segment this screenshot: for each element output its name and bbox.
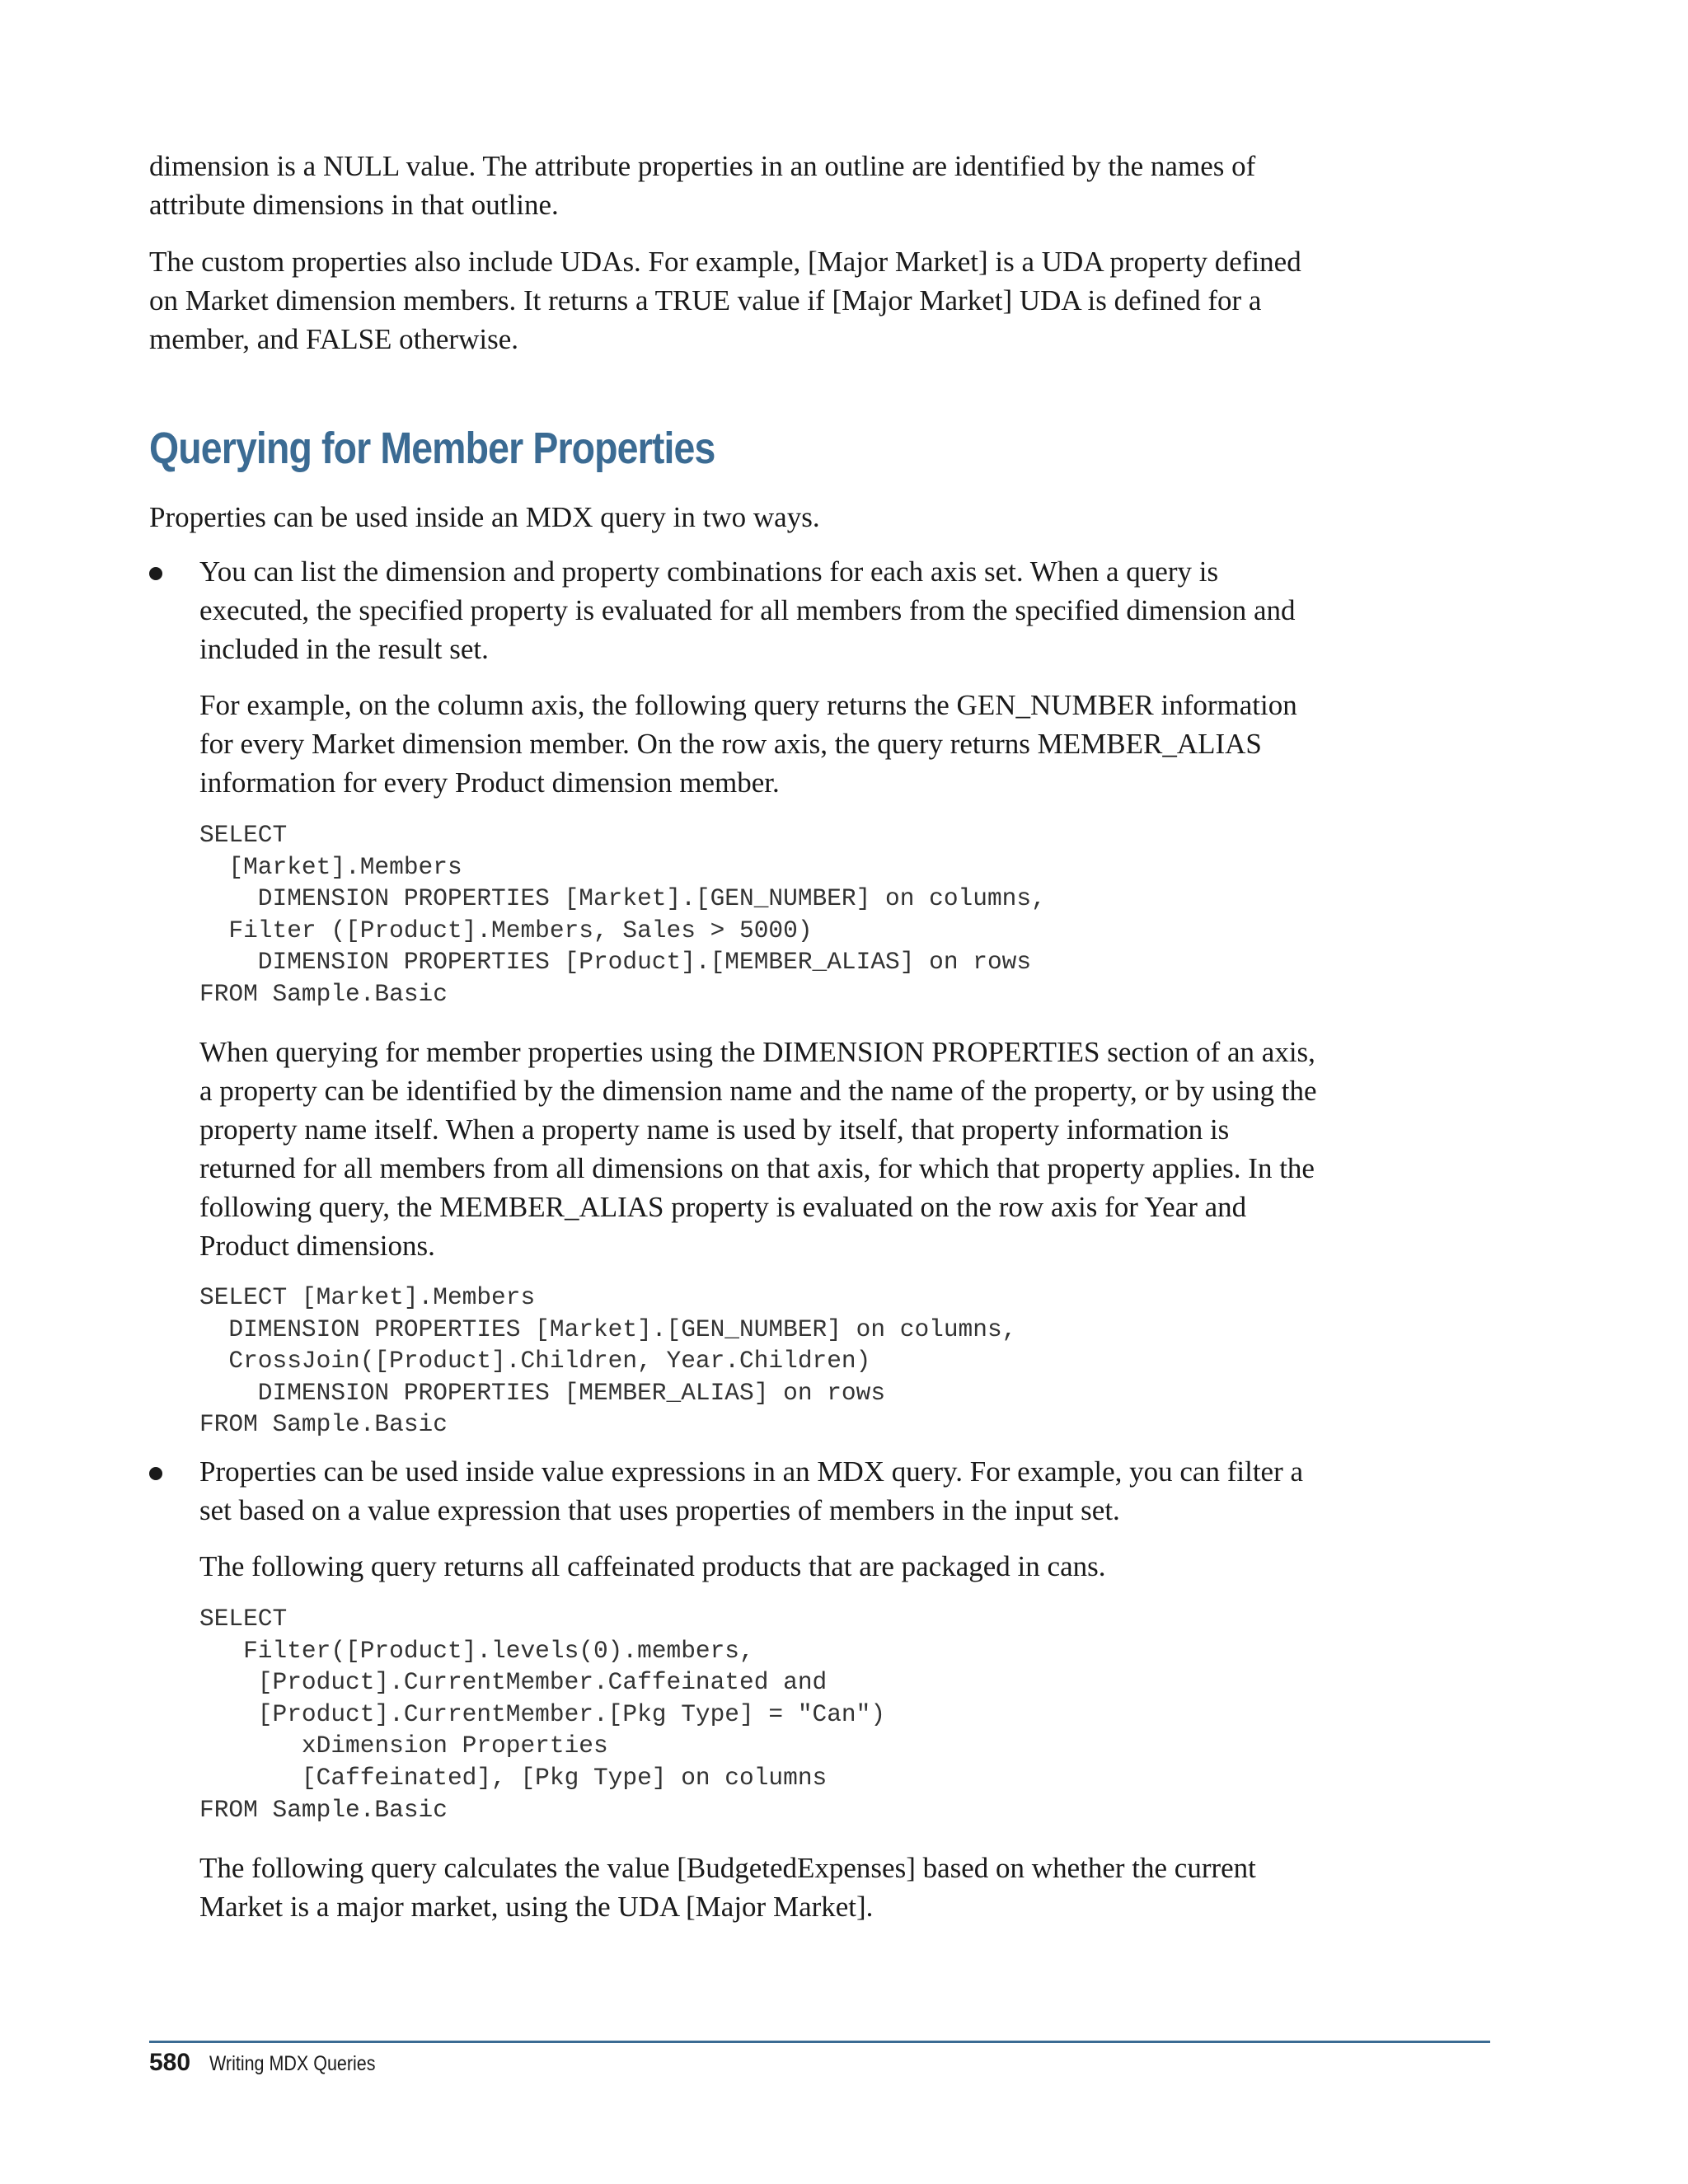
caffeinated-paragraph: The following query returns all caffeinated products that are packaged in cans.	[199, 1550, 1106, 1582]
querying-paragraph: When querying for member properties using the DIMENSION PROPERTIES section of an axis, a property can be identified by the dimension name and the name of the property, or by using the property name itself. When a property name is used by itself, that property information is returned for all members from all dimensions on that axis, for which that property applies. In the following query, the MEMBER_ALIAS property is evaluated on the row axis for Year and Product dimensions.	[199, 1036, 1317, 1262]
code-block-2: SELECT [Market].Members DIMENSION PROPERTIES [Market].[GEN_NUMBER] on columns, CrossJoin([Product].Children, Year.Children) DIMENSION PROPERTIES [MEMBER_ALIAS] on rows FROM Sample.Basic	[199, 1283, 1017, 1439]
page-number: 580	[149, 2049, 191, 2076]
code-block-1: SELECT [Market].Members DIMENSION PROPERTIES [Market].[GEN_NUMBER] on columns, Filter ([Product].Members, Sales > 5000) DIMENSION PROPERTIES [Product].[MEMBER_ALIAS] on rows FROM Sample.Basic	[199, 821, 1046, 1008]
section-intro: Properties can be used inside an MDX query in two ways.	[149, 501, 820, 533]
footer-chapter-title: Writing MDX Queries	[209, 2052, 376, 2075]
budget-paragraph: The following query calculates the value [BudgetedExpenses] based on whether the current Market is a major market, using the UDA [Major Market].	[199, 1852, 1256, 1923]
bullet-2-text: Properties can be used inside value expressions in an MDX query. For example, you can filter a set based on a value expression that uses properties of members in the input set.	[199, 1455, 1304, 1526]
footer-divider	[149, 2041, 1490, 2043]
code-block-3: SELECT Filter([Product].levels(0).members, [Product].CurrentMember.Caffeinated and [Product].CurrentMember.[Pkg Type] = "Can") xDimension Properties [Caffeinated], [Pkg Type] on columns FROM Sample.Basic	[199, 1605, 886, 1824]
page-footer	[149, 2049, 402, 2077]
bullet-marker-2	[149, 1467, 162, 1480]
example-paragraph: For example, on the column axis, the following query returns the GEN_NUMBER information for every Market dimension member. On the row axis, the query returns MEMBER_ALIAS information for every Product dimension member.	[199, 689, 1297, 799]
section-heading: Querying for Member Properties	[149, 424, 715, 473]
paragraph-custom-properties: The custom properties also include UDAs. For example, [Major Market] is a UDA property defined on Market dimension members. It returns a TRUE value if [Major Market] UDA is defined for a member, and FALSE otherwise.	[149, 246, 1301, 355]
bullet-marker-1	[149, 567, 162, 580]
paragraph-attribute-properties: dimension is a NULL value. The attribute properties in an outline are identified by the names of attribute dimensions in that outline.	[149, 150, 1256, 221]
bullet-1-text: You can list the dimension and property combinations for each axis set. When a query is executed, the specified property is evaluated for all members from the specified dimension and included in the result set.	[199, 555, 1296, 665]
